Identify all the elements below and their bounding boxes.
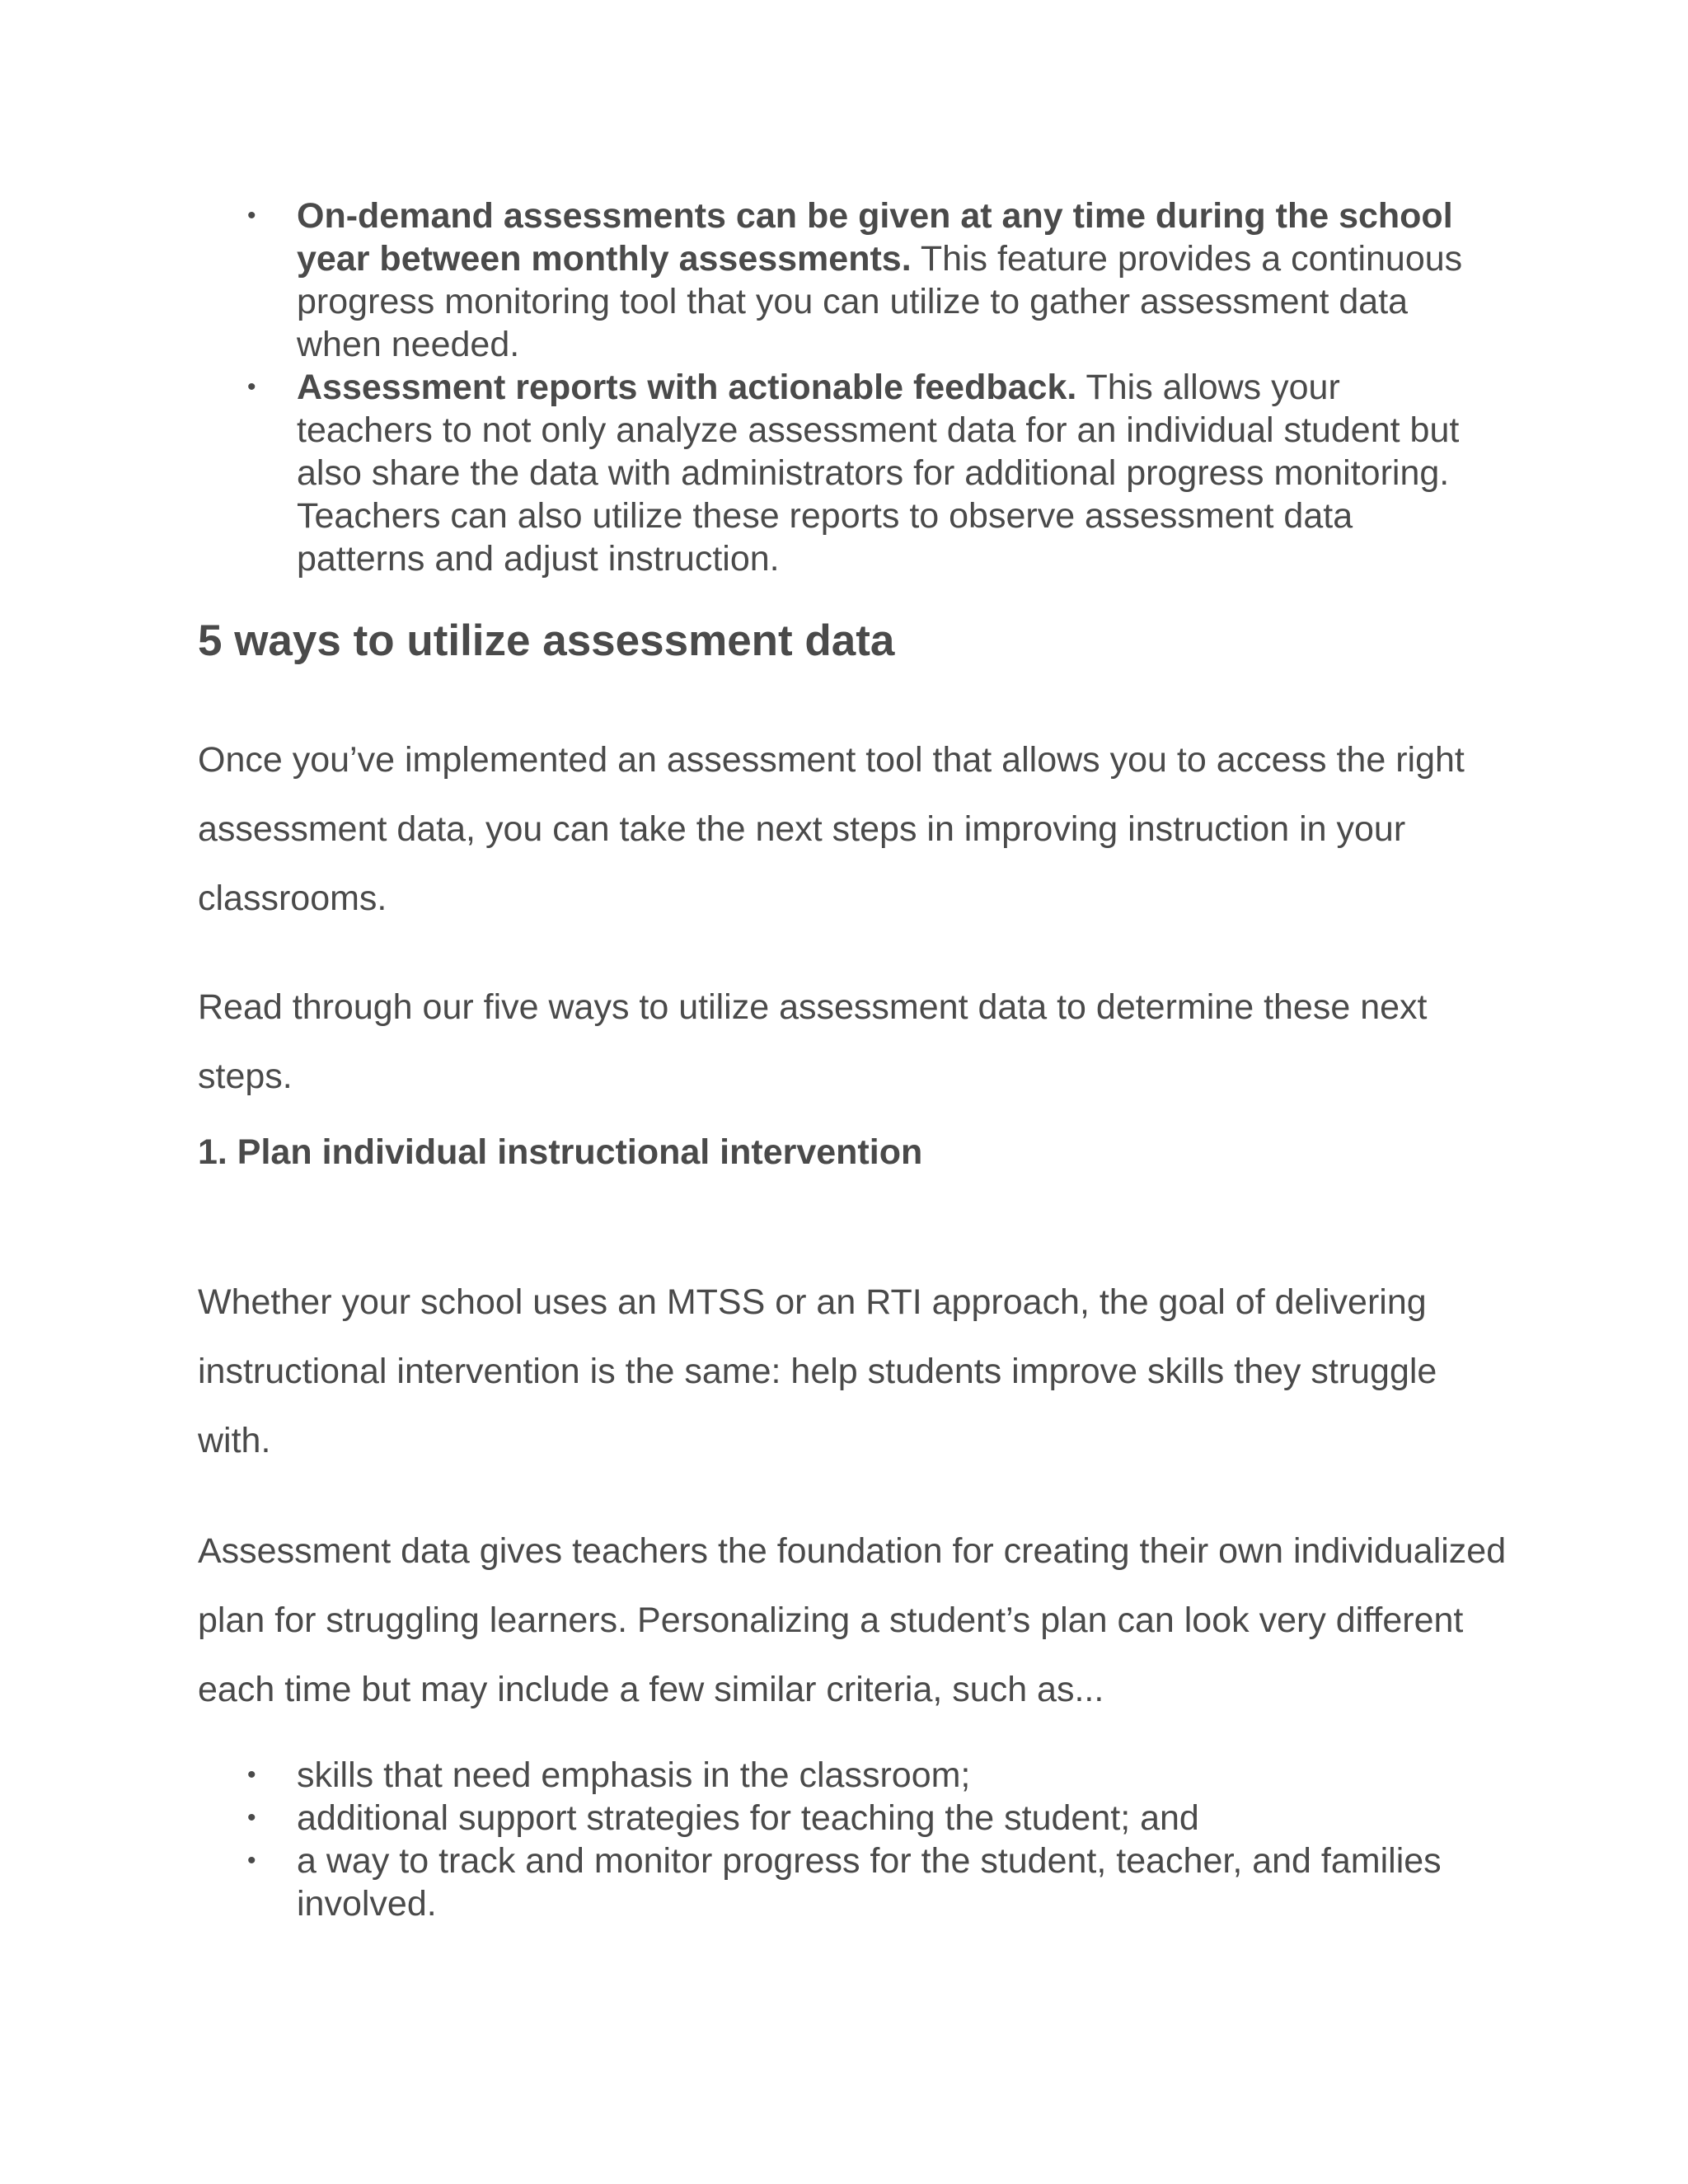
bullet-icon: •	[247, 202, 256, 229]
bullet-icon: •	[247, 1847, 256, 1874]
list-item	[198, 194, 1484, 366]
list-item-text: skills that need emphasis in the classroom;	[297, 1755, 971, 1795]
list-item-bold-lead: On-demand assessments can be given at any time during the school year between monthly assessments.	[297, 196, 1453, 279]
bullet-icon: •	[247, 1804, 256, 1831]
list-item	[198, 366, 1484, 580]
subheading-plan-intervention: 1. Plan individual instructional intervention	[198, 1132, 923, 1172]
list-item-text: a way to track and monitor progress for the student, teacher, and families involved.	[297, 1841, 1442, 1924]
list-item-bold-lead: Assessment reports with actionable feedback.	[297, 368, 1077, 407]
body-paragraph-2: Assessment data gives teachers the foundation for creating their own individualized plan for struggling learners. Personalizing a student’s plan can look very different each time but may include a few similar criteria, such as...	[198, 1531, 1507, 1709]
bullet-icon: •	[247, 1761, 256, 1788]
body-paragraph: Whether your school uses an MTSS or an RTI approach, the goal of delivering instructional intervention is the same: help students improve skills they struggle with.	[198, 1282, 1437, 1460]
criteria-bullet-list	[198, 1754, 1484, 1925]
feature-bullet-list	[198, 194, 1484, 580]
intro-paragraph: Once you’ve implemented an assessment tool that allows you to access the right assessment data, you can take the next steps in improving instruction in your classrooms.	[198, 740, 1465, 918]
list-item	[198, 1754, 1484, 1797]
intro-paragraph-2: Read through our five ways to utilize assessment data to determine these next steps.	[198, 987, 1428, 1096]
section-heading: 5 ways to utilize assessment data	[198, 616, 895, 665]
list-item-text: This feature provides a continuous progress monitoring tool that you can utilize to gather assessment data when needed.	[297, 239, 1463, 364]
list-item	[198, 1797, 1484, 1840]
bullet-icon: •	[247, 373, 256, 401]
list-item-text: This allows your teachers to not only analyze assessment data for an individual student but also share the data with administrators for additional progress monitoring. Teachers can also utilize these reports to observe assessment data patterns and adjust instruction.	[297, 368, 1460, 579]
list-item-text: additional support strategies for teaching the student; and	[297, 1798, 1199, 1838]
list-item	[198, 1840, 1484, 1925]
